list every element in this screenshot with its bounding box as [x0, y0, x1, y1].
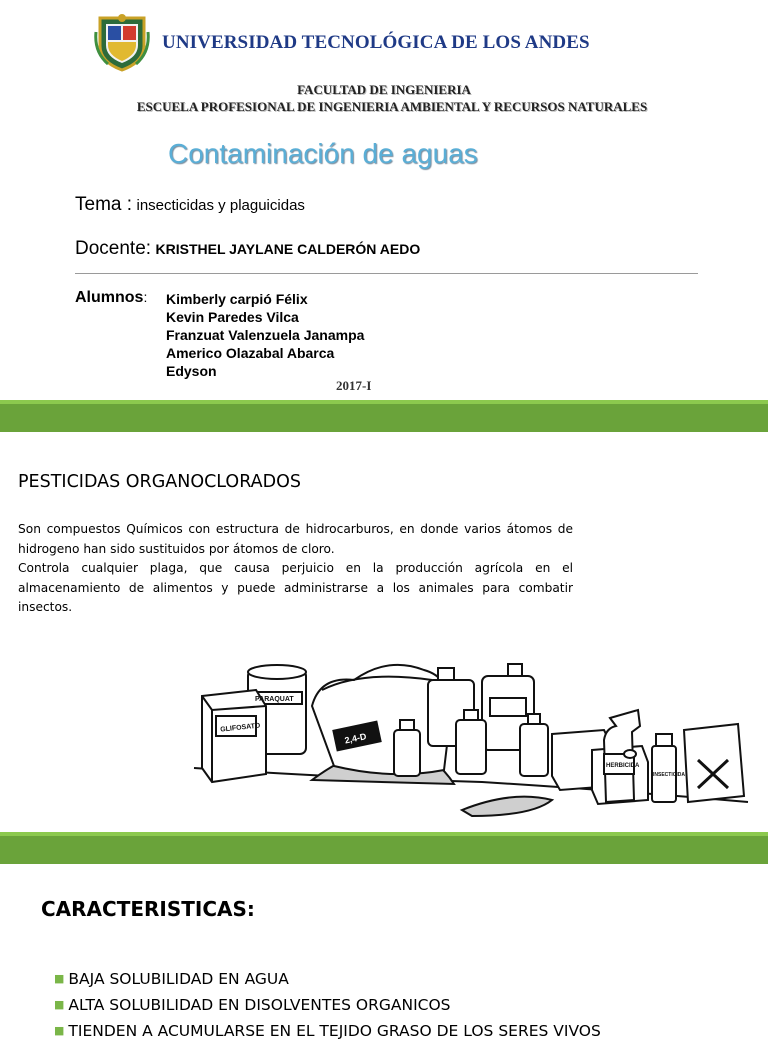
- academic-term: 2017-I: [336, 378, 372, 393]
- characteristics-list: [54, 966, 601, 1044]
- label-drum: PARAQUAT: [255, 696, 294, 703]
- square-bullet-icon: ■: [54, 972, 65, 985]
- list-item-text: BAJA SOLUBILIDAD EN AGUA: [68, 970, 289, 988]
- characteristics-slide: [0, 864, 768, 1040]
- square-bullet-icon: ■: [54, 998, 65, 1011]
- list-item: [54, 1018, 601, 1044]
- university-crest-icon: [94, 12, 150, 72]
- students-label: [75, 289, 147, 307]
- organochlorine-slide: [0, 432, 768, 832]
- square-bullet-icon: ■: [54, 1024, 65, 1037]
- university-name: UNIVERSIDAD TECNOLÓGICA DE LOS ANDES: [162, 32, 590, 53]
- label-sack: 2,4-D: [343, 731, 368, 746]
- label-box: GLIFOSATO: [219, 722, 261, 734]
- faculty-name: FACULTAD DE INGENIERIA: [297, 82, 471, 97]
- teacher-line: [75, 238, 420, 260]
- list-item: [54, 966, 601, 992]
- teacher-value: KRISTHEL JAYLANE CALDERÓN AEDO: [155, 241, 421, 257]
- students-label-colon: :: [143, 289, 148, 305]
- topic-label: Tema :: [75, 194, 133, 215]
- student-name: Edyson: [166, 363, 217, 379]
- teacher-label: Docente:: [75, 238, 152, 259]
- student-name: Franzuat Valenzuela Janampa: [166, 327, 365, 343]
- presentation-title: Contaminación de aguas: [168, 138, 478, 169]
- topic-line: [75, 194, 305, 216]
- section-heading: CARACTERISTICAS:: [41, 897, 255, 921]
- label-bottle: INSECTICIDA: [653, 772, 685, 778]
- list-item-text: ALTA SOLUBILIDAD EN DISOLVENTES ORGANICOS: [68, 996, 451, 1014]
- label-spray: HERBICIDA: [606, 763, 640, 769]
- students-label-text: Alumnos: [75, 289, 144, 306]
- divider: [75, 273, 698, 274]
- student-name: Kimberly carpió Félix: [166, 291, 308, 307]
- student-name: Kevin Paredes Vilca: [166, 309, 299, 325]
- list-item-text: TIENDEN A ACUMULARSE EN EL TEJIDO GRASO DE LOS SERES VIVOS: [68, 1022, 601, 1040]
- slide-separator-bar: [0, 832, 768, 864]
- school-name: ESCUELA PROFESIONAL DE INGENIERIA AMBIENTAL Y RECURSOS NATURALES: [136, 99, 648, 114]
- section-heading: PESTICIDAS ORGANOCLORADOS: [18, 472, 301, 492]
- slide-separator-bar: [0, 400, 768, 432]
- body-paragraph: Son compuestos Químicos con estructura de hidrocarburos, en donde varios átomos de hidrogeno han sido sustituidos por átomos de cloro.: [18, 522, 573, 556]
- student-name: Americo Olazabal Abarca: [166, 345, 335, 361]
- pesticide-containers-illustration: [192, 650, 750, 820]
- section-body: [18, 520, 573, 618]
- list-item: [54, 992, 601, 1018]
- title-slide: [0, 0, 768, 400]
- students-list: [166, 290, 364, 380]
- topic-value: insecticidas y plaguicidas: [136, 197, 305, 214]
- body-paragraph: Controla cualquier plaga, que causa perjuicio en la producción agrícola en el almacenamiento de alimentos y puede administrarse a los animales para combatir insectos.: [18, 561, 573, 614]
